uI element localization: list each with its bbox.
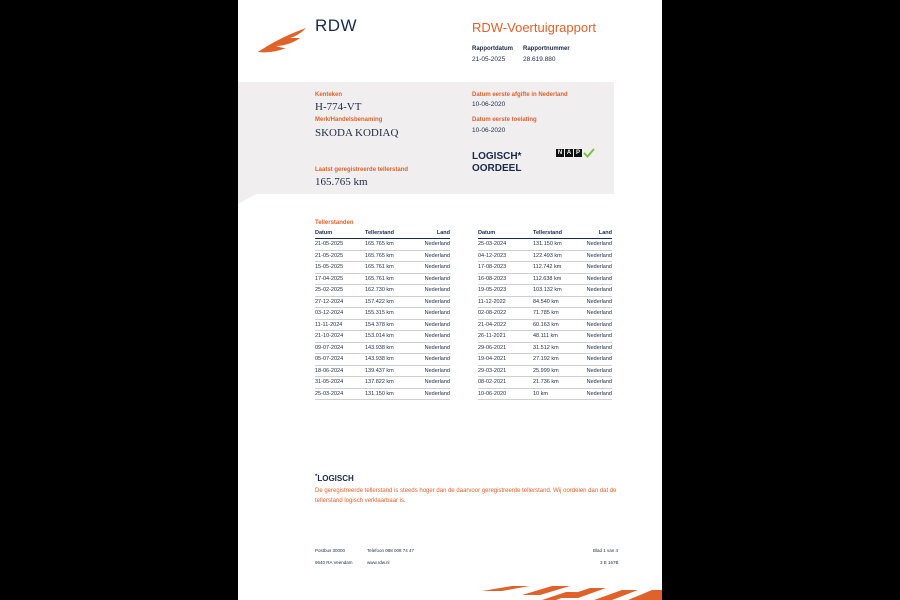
- nap-logo: [556, 148, 595, 158]
- odometer-table-right: [478, 229, 612, 400]
- cell-date: 21-05-2025: [315, 239, 365, 251]
- cell-reading: 31.512 km: [533, 342, 567, 354]
- cell-reading: 143.938 km: [365, 354, 410, 366]
- cell-country: Nederland: [410, 388, 450, 400]
- note-text: De geregistreerde tellerstand is steeds hoger dan de daarvoor geregistreerde tellerstand. Wij oordelen dan dat de tellerstand logisch verklaarbaar is.: [315, 488, 617, 504]
- table-row: [315, 308, 450, 320]
- table-row: [315, 331, 450, 343]
- cell-reading: 153.014 km: [365, 331, 410, 343]
- cell-date: 16-08-2023: [478, 273, 533, 285]
- cell-reading: 71.785 km: [533, 308, 567, 320]
- make-label: Merk/Handelsbenaming: [315, 117, 383, 123]
- table-row: [315, 342, 450, 354]
- table-row: [315, 273, 450, 285]
- cell-date: 11-12-2022: [478, 296, 533, 308]
- cell-reading: 165.761 km: [365, 262, 410, 274]
- note-title: [315, 474, 354, 483]
- cell-reading: 48.111 km: [533, 331, 567, 343]
- cell-reading: 112.638 km: [533, 273, 567, 285]
- table-row: [478, 377, 612, 389]
- cell-country: Nederland: [410, 377, 450, 389]
- cell-reading: 165.765 km: [365, 239, 410, 251]
- cell-country: Nederland: [567, 377, 612, 389]
- col-date: Datum: [478, 229, 533, 239]
- table-row: [478, 388, 612, 400]
- cell-reading: 103.132 km: [533, 285, 567, 297]
- note-title-text: LOGISCH: [317, 474, 354, 483]
- cell-country: Nederland: [410, 365, 450, 377]
- table-row: [478, 308, 612, 320]
- cell-country: Nederland: [410, 296, 450, 308]
- nap-letter-n: N: [557, 150, 563, 156]
- footer-phone: Telefoon 088 008 74 47: [367, 548, 415, 553]
- cell-reading: 84.540 km: [533, 296, 567, 308]
- checkmark-icon: [583, 148, 595, 158]
- col-country: Land: [410, 229, 450, 239]
- logo-text: RDW: [315, 16, 358, 35]
- nap-letter-a: A: [566, 150, 572, 156]
- cell-country: Nederland: [567, 342, 612, 354]
- first-nl-label: Datum eerste afgifte in Nederland: [472, 92, 568, 98]
- cell-country: Nederland: [567, 285, 612, 297]
- cell-country: Nederland: [567, 273, 612, 285]
- cell-date: 19-05-2023: [478, 285, 533, 297]
- cell-reading: 154.378 km: [365, 319, 410, 331]
- first-admission-label: Datum eerste toelating: [472, 117, 537, 123]
- cell-date: 27-12-2024: [315, 296, 365, 308]
- col-reading: Tellerstand: [365, 229, 410, 239]
- make-value: SKODA KODIAQ: [315, 127, 399, 139]
- cell-date: 17-04-2025: [315, 273, 365, 285]
- cell-date: 08-02-2021: [478, 377, 533, 389]
- cell-country: Nederland: [567, 239, 612, 251]
- plate-label: Kenteken: [315, 92, 343, 98]
- report-page: [238, 0, 662, 600]
- footer-code: 3 E 167B: [600, 560, 619, 565]
- table-row: [315, 377, 450, 389]
- table-row: [478, 250, 612, 262]
- cell-date: 02-08-2022: [478, 308, 533, 320]
- col-date: Datum: [315, 229, 365, 239]
- plate-value: H-774-VT: [315, 101, 362, 113]
- cell-reading: 25.999 km: [533, 365, 567, 377]
- table-row: [478, 285, 612, 297]
- cell-reading: 143.938 km: [365, 342, 410, 354]
- table-row: [315, 365, 450, 377]
- cell-country: Nederland: [410, 250, 450, 262]
- table-row: [478, 354, 612, 366]
- cell-reading: 165.761 km: [365, 273, 410, 285]
- cell-date: 25-03-2024: [315, 388, 365, 400]
- cell-date: 19-04-2021: [478, 354, 533, 366]
- cell-date: 17-08-2023: [478, 262, 533, 274]
- cell-country: Nederland: [410, 354, 450, 366]
- table-row: [315, 250, 450, 262]
- cell-date: 09-07-2024: [315, 342, 365, 354]
- band-corner: [238, 194, 256, 204]
- cell-country: Nederland: [410, 262, 450, 274]
- cell-reading: 139.437 km: [365, 365, 410, 377]
- report-title: RDW-Voertuigrapport: [472, 20, 597, 35]
- vehicle-summary-band: [238, 82, 614, 194]
- col-country: Land: [567, 229, 612, 239]
- verdict-line2: OORDEEL: [472, 163, 522, 174]
- cell-date: 15-05-2025: [315, 262, 365, 274]
- odometer-section-title: Tellerstanden: [315, 220, 354, 226]
- cell-date: 26-11-2021: [478, 331, 533, 343]
- footer-web: www.rdw.nl: [367, 560, 390, 565]
- table-header: [478, 229, 612, 239]
- cell-reading: 60.163 km: [533, 319, 567, 331]
- cell-date: 21-10-2024: [315, 331, 365, 343]
- cell-date: 03-12-2024: [315, 308, 365, 320]
- cell-country: Nederland: [410, 285, 450, 297]
- cell-date: 10-06-2020: [478, 388, 533, 400]
- cell-country: Nederland: [567, 388, 612, 400]
- note-asterisk: *: [315, 474, 318, 480]
- table-row: [315, 388, 450, 400]
- cell-country: Nederland: [410, 308, 450, 320]
- cell-date: 21-05-2025: [315, 250, 365, 262]
- cell-date: 29-03-2021: [478, 365, 533, 377]
- cell-date: 04-12-2023: [478, 250, 533, 262]
- first-admission-value: 10-06-2020: [472, 127, 506, 134]
- table-row: [478, 296, 612, 308]
- cell-country: Nederland: [567, 308, 612, 320]
- cell-country: Nederland: [567, 365, 612, 377]
- cell-reading: 27.192 km: [533, 354, 567, 366]
- cell-date: 29-06-2021: [478, 342, 533, 354]
- verdict: [472, 151, 521, 175]
- col-reading: Tellerstand: [533, 229, 567, 239]
- cell-country: Nederland: [410, 273, 450, 285]
- cell-reading: 155.315 km: [365, 308, 410, 320]
- cell-country: Nederland: [410, 239, 450, 251]
- cell-country: Nederland: [410, 331, 450, 343]
- footer-address1: Postbus 30000: [315, 548, 346, 553]
- table-header: [315, 229, 450, 239]
- cell-date: 25-03-2024: [478, 239, 533, 251]
- report-date: 21-05-2025: [472, 56, 506, 63]
- table-row: [478, 319, 612, 331]
- cell-reading: 165.765 km: [365, 250, 410, 262]
- cell-country: Nederland: [410, 342, 450, 354]
- cell-date: 18-06-2024: [315, 365, 365, 377]
- cell-date: 31-05-2024: [315, 377, 365, 389]
- cell-country: Nederland: [567, 319, 612, 331]
- decorative-stripes-icon: [482, 582, 662, 600]
- table-row: [478, 273, 612, 285]
- cell-reading: 112.742 km: [533, 262, 567, 274]
- table-row: [478, 331, 612, 343]
- table-row: [315, 285, 450, 297]
- cell-country: Nederland: [410, 319, 450, 331]
- last-odometer-value: 165.765 km: [315, 176, 368, 188]
- cell-reading: 122.493 km: [533, 250, 567, 262]
- last-odometer-label: Laatst geregistreerde tellerstand: [315, 167, 409, 173]
- nap-letter-p: P: [575, 150, 580, 156]
- cell-reading: 21.736 km: [533, 377, 567, 389]
- odometer-table-left: [315, 229, 450, 400]
- cell-date: 25-02-2025: [315, 285, 365, 297]
- table-row: [315, 296, 450, 308]
- footer-address2: 9640 RA Veendam: [315, 560, 353, 565]
- cell-reading: 137.822 km: [365, 377, 410, 389]
- report-number-label: Rapportnummer: [523, 46, 570, 52]
- table-row: [315, 319, 450, 331]
- cell-country: Nederland: [567, 250, 612, 262]
- table-row: [478, 262, 612, 274]
- cell-reading: 131.150 km: [365, 388, 410, 400]
- cell-country: Nederland: [567, 331, 612, 343]
- cell-country: Nederland: [567, 354, 612, 366]
- table-row: [315, 354, 450, 366]
- table-row: [478, 239, 612, 251]
- report-number: 28.619.880: [523, 56, 556, 63]
- table-row: [478, 342, 612, 354]
- table-row: [478, 365, 612, 377]
- cell-date: 11-11-2024: [315, 319, 365, 331]
- table-row: [315, 262, 450, 274]
- verdict-line1: LOGISCH*: [472, 151, 522, 162]
- cell-reading: 157.422 km: [365, 296, 410, 308]
- cell-country: Nederland: [567, 262, 612, 274]
- cell-reading: 131.150 km: [533, 239, 567, 251]
- table-row: [315, 239, 450, 251]
- report-date-label: Rapportdatum: [472, 46, 513, 52]
- cell-reading: 162.730 km: [365, 285, 410, 297]
- cell-country: Nederland: [567, 296, 612, 308]
- cell-date: 21-04-2022: [478, 319, 533, 331]
- cell-date: 05-07-2024: [315, 354, 365, 366]
- rdw-logo-icon: [256, 26, 308, 54]
- first-nl-value: 10-06-2020: [472, 101, 506, 108]
- cell-reading: 10 km: [533, 388, 567, 400]
- footer-page: Blad 1 van 4: [593, 548, 619, 553]
